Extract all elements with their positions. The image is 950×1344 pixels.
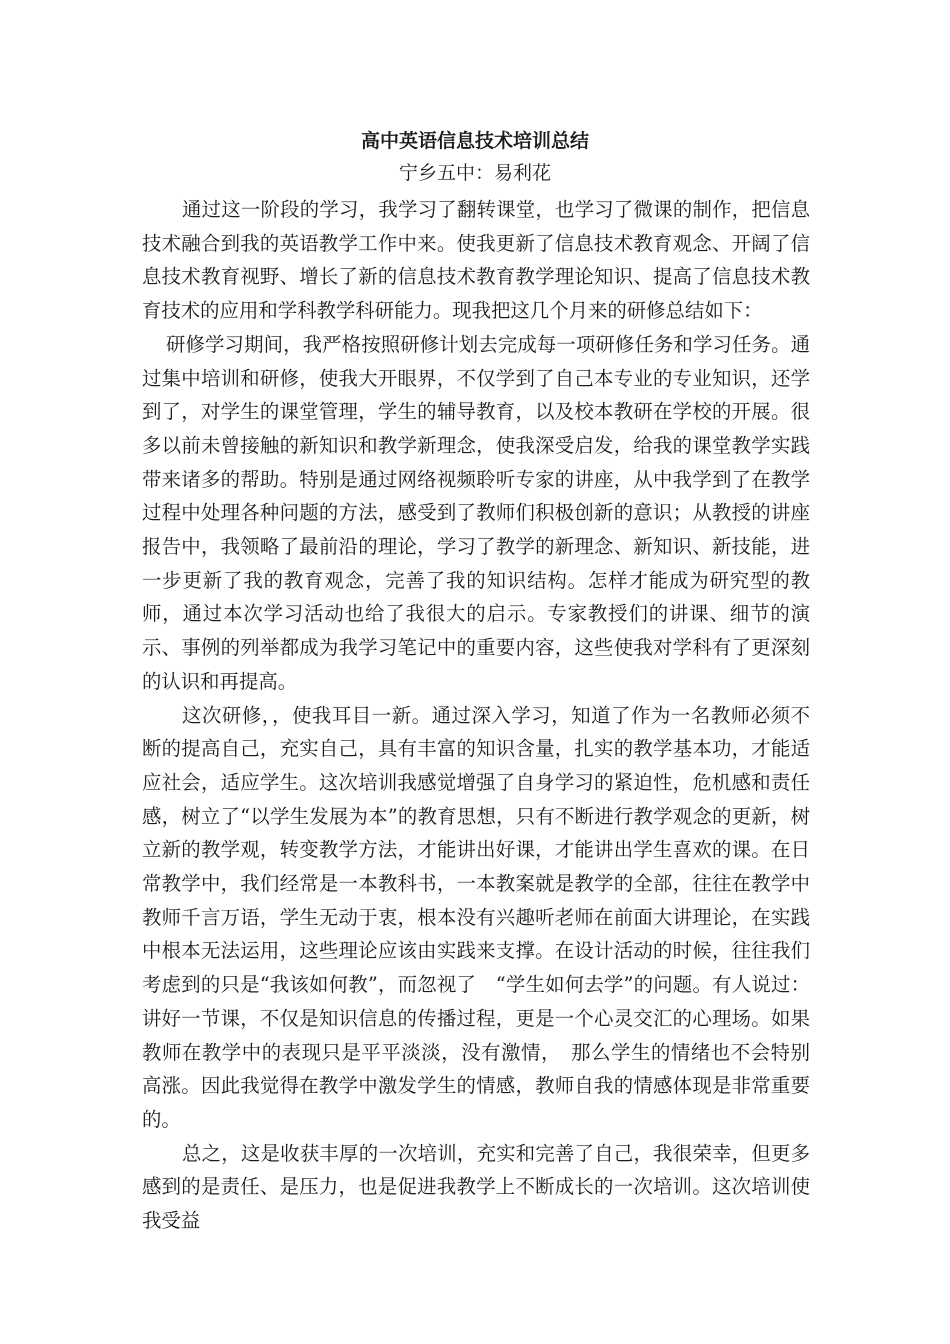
document-author: 宁乡五中：易利花 [398, 162, 551, 184]
paragraph-research-reflection: 这次研修，，使我耳目一新。通过深入学习，知道了作为一名教师必须不断的提高自己，充实自己，具有丰富的知识含量，扎实的教学基本功，才能适应社会，适应学生。这次培训我感觉增强了自身学习的紧迫性，危机感和责任感，树立了“以学生发展为本”的教育思想，只有不断进行教学观念的更新，树立新的教学观，转变教学方法，才能讲出好课，才能讲出学生喜欢的课。在日常教学中，我们经常是一本教科书，一本教案就是教学的全部，往往在教学中教师千言万语，学生无动于衷，根本没有兴趣听老师在前面大讲理论，在实践中根本无法运用，这些理论应该由实践来支撑。在设计活动的时候，往往我们考虑到的只是“我该如何教”，而忽视了 “学生如何去学”的问题。有人说过：讲好一节课，不仅是知识信息的传播过程，更是一个心灵交汇的心理场。如果教师在教学中的表现只是平平淡淡，没有激情， 那么学生的情绪也不会特别高涨。因此我觉得在教学中激发学生的情感，教师自我的情感体现是非常重要的。 [142, 703, 810, 1131]
paragraph-conclusion: 总之，这是收获丰厚的一次培训，充实和完善了自己，我很荣幸，但更多感到的是责任、是压力，也是促进我教学上不断成长的一次培训。这次培训使我受益 [142, 1141, 810, 1233]
paragraph-intro: 通过这一阶段的学习，我学习了翻转课堂，也学习了微课的制作，把信息技术融合到我的英语教学工作中来。使我更新了信息技术教育观念、开阔了信息技术教育视野、增长了新的信息技术教育教学理论知识、提高了信息技术教育技术的应用和学科教学科研能力。现我把这几个月来的研修总结如下： [142, 198, 810, 323]
document-title: 高中英语信息技术培训总结 [360, 130, 589, 152]
paragraph-study-period: 研修学习期间，我严格按照研修计划去完成每一项研修任务和学习任务。通过集中培训和研修，使我大开眼界，不仅学到了自己本专业的专业知识，还学到了，对学生的课堂管理，学生的辅导教育，以及校本教研在学校的开展。很多以前未曾接触的新知识和教学新理念，使我深受启发，给我的课堂教学实践带来诸多的帮助。特别是通过网络视频聆听专家的讲座，从中我学到了在教学过程中处理各种问题的方法，感受到了教师们积极创新的意识；从教授的讲座报告中，我领略了最前沿的理论，学习了教学的新理念、新知识、新技能，进一步更新了我的教育观念，完善了我的知识结构。怎样才能成为研究型的教师，通过本次学习活动也给了我很大的启示。专家教授们的讲课、细节的演示、事例的列举都成为我学习笔记中的重要内容，这些使我对学科有了更深刻的认识和再提高。 [142, 332, 810, 693]
document-body [142, 193, 810, 1238]
